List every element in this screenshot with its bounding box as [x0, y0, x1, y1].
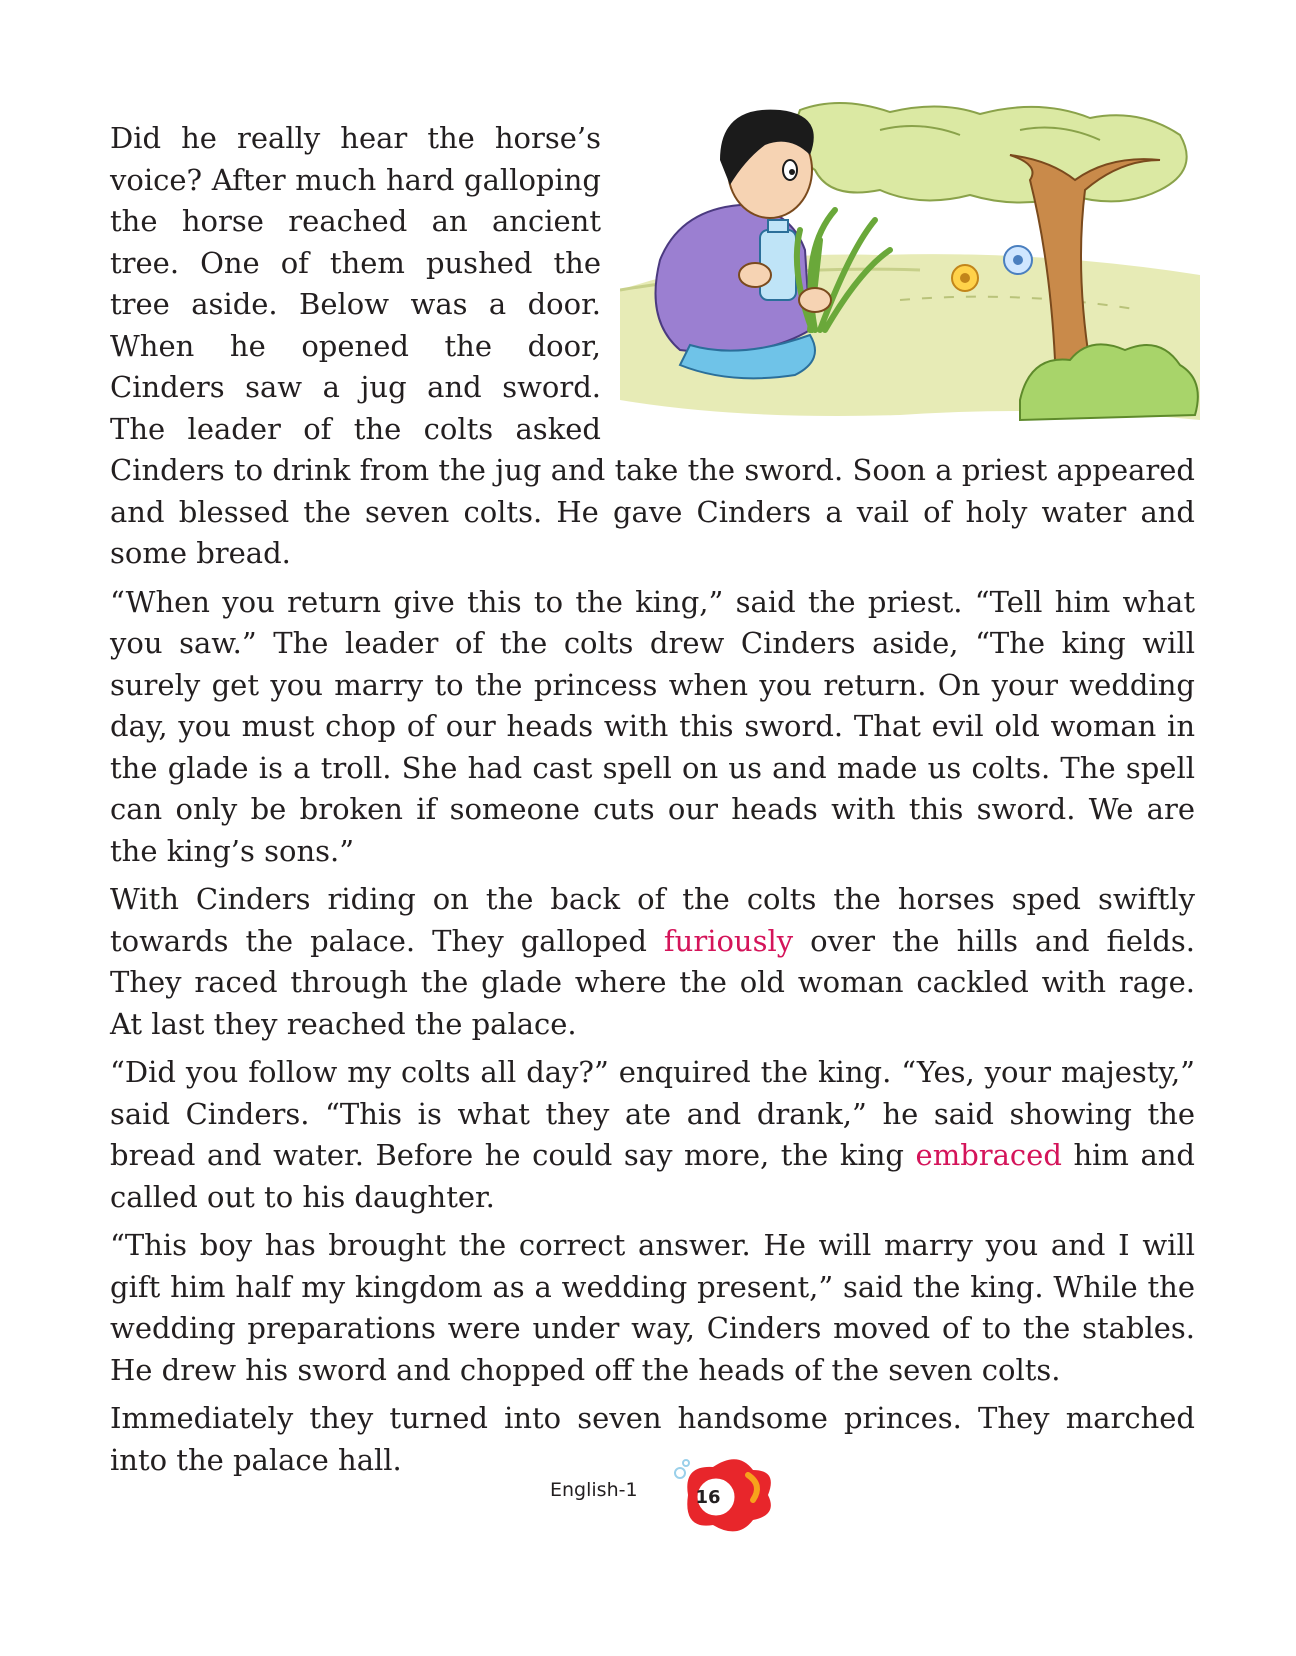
story-paragraph [110, 879, 1195, 1045]
highlighted-word: embraced [915, 1138, 1062, 1172]
text-segment: over the hills and fields. They raced through the glade where the old woman cackled with rage. At last they reached the palace. [110, 923, 1195, 1041]
text-segment: him and called out to his daughter. [110, 1138, 1195, 1214]
text-segment: “This boy has brought the correct answer. He will marry you and I will gift him half my kingdom as a wedding present,” said the king. While the wedding preparations were under way, Cinders moved of to the stables. He drew his sword and chopped off the heads of the seven colts. [110, 1228, 1195, 1387]
story-paragraph [110, 1225, 1195, 1391]
highlighted-word: furiously [663, 923, 794, 958]
page-number: 16 [695, 1487, 721, 1508]
text-segment: Did he really hear the horse’s voice? After much hard galloping the horse reached an ancient tree. One of them pushed the tree aside. Below was a door. When he opened the door, Cinders saw a jug and sword. The leader of the colts asked Cinders to drink from the jug and take the sword. Soon a priest appeared and blessed the seven colts. He gave Cinders a vail of holy water and some bread. [110, 121, 1195, 570]
book-label: English-1 [550, 1479, 638, 1501]
story-paragraph [110, 582, 1195, 873]
text-segment: “When you return give this to the king,” said the priest. “Tell him what you saw.” The leader of the colts drew Cinders aside, “The king will surely get you marry to the princess when you return. On your wedding day, you must chop of our heads with this sword. That evil old woman in the glade is a troll. She had cast spell on us and made us colts. The spell can only be broken if someone cuts our heads with this sword. We are the king’s sons.” [110, 584, 1195, 868]
page-footer [550, 1455, 750, 1535]
text-segment: “Did you follow my colts all day?” enquired the king. “Yes, your majesty,” said Cinders. “This is what they ate and drank,” he said showing the bread and water. Before he could say more, the king [110, 1055, 1195, 1172]
text-segment: Immediately they turned into seven handsome princes. They marched into the palace hall. [110, 1401, 1195, 1477]
text-segment: With Cinders riding on the back of the colts the horses sped swiftly towards the palace. They galloped [110, 882, 1195, 958]
boy-with-grass-under-tree-illustration [620, 100, 1200, 450]
story-paragraph [110, 1052, 1195, 1218]
